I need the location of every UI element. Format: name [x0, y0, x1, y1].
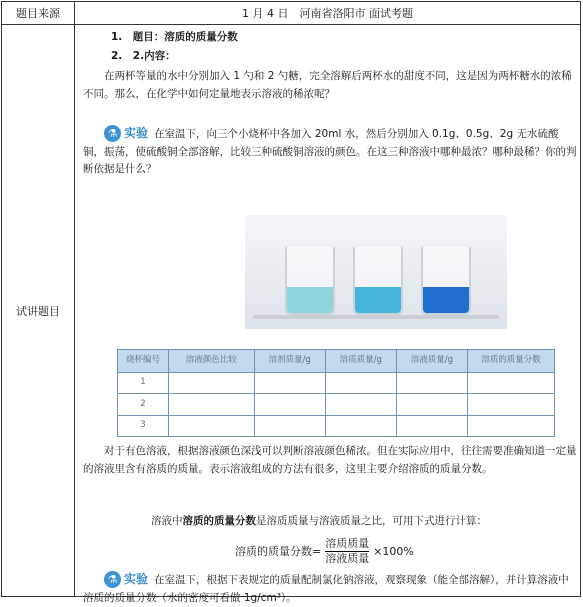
table-cell — [169, 394, 255, 415]
table-cell — [325, 373, 396, 394]
data-header-cell: 溶质的质量分数 — [468, 350, 555, 373]
topic-content — [75, 25, 581, 604]
photo-shelf — [253, 315, 499, 319]
formula-rhs: ×100% — [373, 544, 414, 558]
table-row — [118, 415, 555, 436]
formula-numerator: 溶质质量 — [325, 537, 370, 550]
definition-term: 溶质的质量分数 — [182, 515, 256, 527]
table-cell — [396, 415, 467, 436]
intro-paragraph: 在两杯等量的水中分别加入 1 勺和 2 勺糖，完全溶解后两杯水的甜度不同，这是因为两杯糖水的浓稀不同。那么，在化学中如何定量地表示溶液的稀浓呢？ — [83, 70, 572, 100]
formula-fraction — [325, 537, 369, 566]
experiment-badge-2 — [104, 571, 148, 589]
header-source-value: 1 月 4 日 河南省洛阳市 面试考题 — [75, 2, 581, 25]
experiment-text-1: 在室温下，向三个小烧杯中各加入 20ml 水，然后分别加入 0.1g、0.5g、2g 无水硫酸铜，振荡，使硫酸铜全部溶解，比较三种硫酸铜溶液的颜色。在这三种溶液中哪种最浓？哪种最稀？你的判断依据是什么？ — [83, 128, 577, 175]
experiment-paragraph-2 — [83, 571, 577, 607]
definition-paragraph — [151, 513, 571, 531]
table-cell — [254, 373, 325, 394]
row-number: 1 — [118, 373, 169, 394]
table-cell — [169, 415, 255, 436]
table-row — [118, 394, 555, 415]
table-cell — [325, 415, 396, 436]
table-cell — [468, 373, 555, 394]
data-header-cell: 溶质质量/g — [325, 350, 396, 373]
beaker-2 — [353, 247, 403, 315]
table-cell — [396, 373, 467, 394]
beaker-3 — [421, 247, 471, 315]
table-row — [118, 373, 555, 394]
experiment-icon: ⚗ — [104, 571, 121, 588]
definition-pre: 溶液中 — [151, 515, 183, 527]
experiment-data-table — [117, 349, 555, 437]
table-cell — [254, 394, 325, 415]
explanation-paragraph: 对于有色溶液，根据溶液颜色深浅可以判断溶液颜色稀浓。但在实际应用中，往往需要准确知道一定量的溶液里含有溶质的质量。表示溶液组成的方法有很多，这里主要介绍溶质的质量分数。 — [83, 445, 577, 475]
definition-post: 是溶质质量与溶液质量之比，可用下式进行计算： — [256, 515, 487, 527]
experiment-badge-label: 实验 — [124, 572, 149, 586]
data-header-cell: 烧杯编号 — [118, 350, 169, 373]
data-header-cell: 溶液颜色比较 — [169, 350, 255, 373]
data-table-header — [118, 350, 555, 373]
data-header-cell: 溶液质量/g — [396, 350, 467, 373]
exam-table — [1, 1, 581, 604]
table-cell — [468, 394, 555, 415]
experiment-text-2: 在室温下，根据下表规定的质量配制氯化钠溶液，观察现象（能全部溶解），并计算溶液中溶质的质量分数（水的密度可看做 1g/cm³）。 — [83, 574, 569, 604]
experiment-badge — [104, 125, 148, 143]
header-source-label: 题目来源 — [2, 2, 75, 25]
experiment-paragraph-1 — [83, 125, 577, 179]
data-header-cell: 溶剂质量/g — [254, 350, 325, 373]
beaker-1 — [285, 247, 335, 315]
mass-fraction-formula — [235, 537, 515, 566]
topic-title: 1. 题目：溶质的质量分数 — [111, 31, 238, 43]
formula-denominator: 溶液质量 — [325, 552, 370, 565]
row-label-topic: 试讲题目 — [2, 25, 75, 597]
content-heading: 2. 2.内容： — [111, 50, 176, 62]
beaker-2-liquid — [355, 287, 401, 313]
table-cell — [254, 415, 325, 436]
table-cell — [468, 415, 555, 436]
row-number: 2 — [118, 394, 169, 415]
beaker-1-liquid — [287, 287, 333, 313]
formula-lhs: 溶质的质量分数= — [235, 544, 322, 558]
experiment-badge-label: 实验 — [124, 126, 149, 140]
table-cell — [396, 394, 467, 415]
beaker-photo — [245, 215, 507, 329]
table-cell — [325, 394, 396, 415]
table-cell — [169, 373, 255, 394]
beaker-3-liquid — [423, 287, 469, 313]
experiment-icon: ⚗ — [104, 125, 121, 142]
row-number: 3 — [118, 415, 169, 436]
